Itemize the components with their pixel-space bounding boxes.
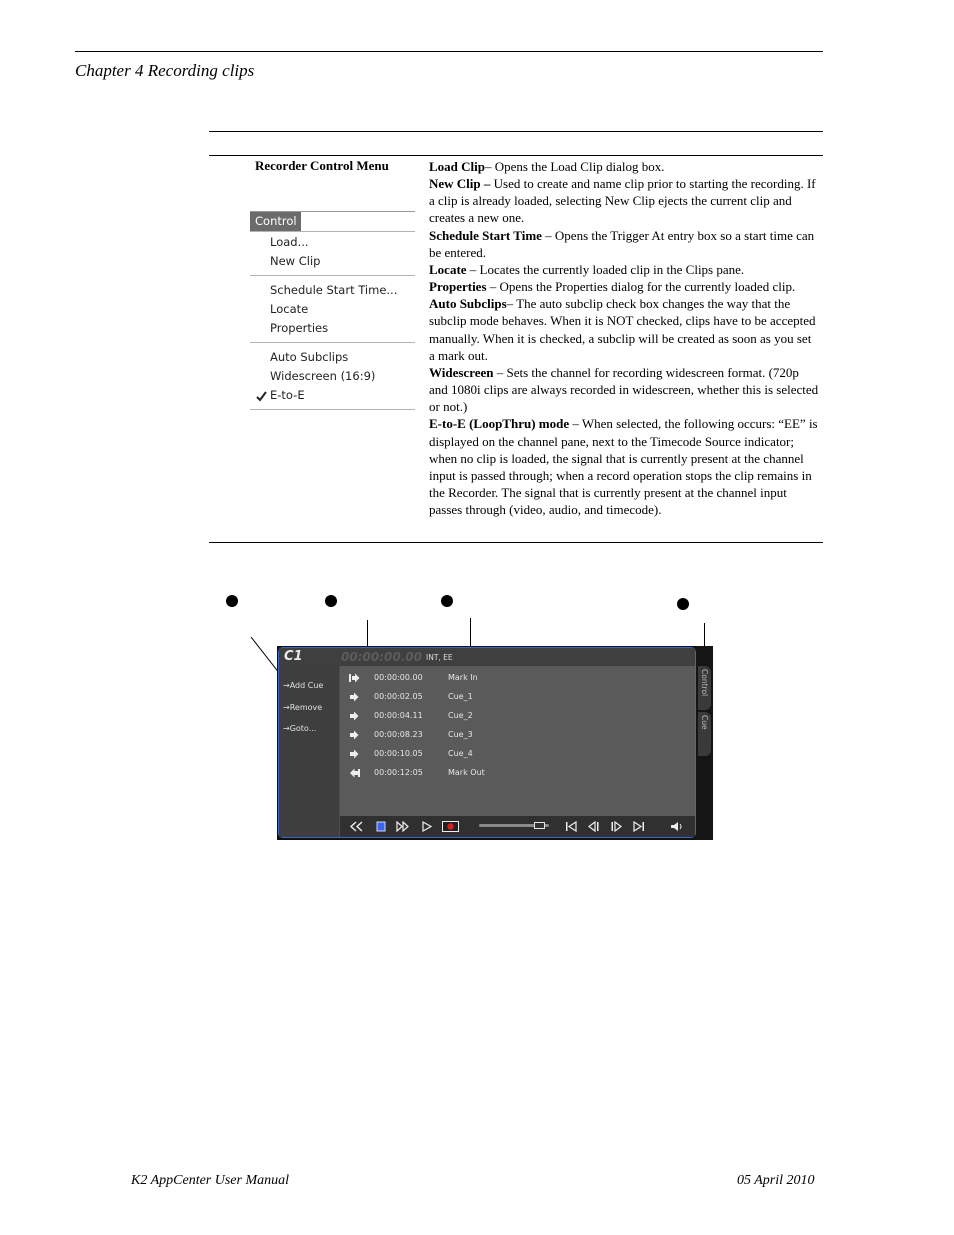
header-rule xyxy=(75,51,823,52)
menu-item-properties[interactable]: Properties xyxy=(270,321,329,335)
goto-cue-button[interactable]: →Goto... xyxy=(283,724,317,733)
fast-forward-icon[interactable] xyxy=(396,821,410,832)
cue-timecode: 00:00:10.05 xyxy=(374,749,423,758)
description-properties xyxy=(429,278,819,295)
stop-icon[interactable] xyxy=(374,821,388,832)
cue-row[interactable] xyxy=(340,670,695,689)
description-text: – Opens the Load Clip dialog box. xyxy=(485,159,665,174)
table-top-rule xyxy=(209,131,823,132)
cue-row[interactable] xyxy=(340,765,695,784)
cue-arrow-icon xyxy=(349,692,360,702)
description-term: Auto Subclips xyxy=(429,296,507,312)
description-term: Properties xyxy=(429,279,487,295)
cue-timecode: 00:00:02.05 xyxy=(374,692,423,701)
menu-separator xyxy=(250,409,415,410)
cue-sidebar xyxy=(279,666,339,837)
callout-dot xyxy=(226,595,238,607)
cue-row[interactable] xyxy=(340,746,695,765)
description-locate xyxy=(429,261,819,278)
menu-descriptions xyxy=(429,158,819,518)
timecode-source-indicator: INT, EE xyxy=(426,653,453,662)
description-e-to-e xyxy=(429,415,819,518)
description-term: E-to-E (LoopThru) mode xyxy=(429,416,570,432)
pane-tab-strip xyxy=(696,646,713,840)
control-menu xyxy=(250,211,415,411)
description-auto-subclips xyxy=(429,295,819,364)
description-term: Load Clip xyxy=(429,159,485,174)
pane-header xyxy=(279,648,695,666)
cue-name: Mark Out xyxy=(448,768,485,777)
cue-row[interactable] xyxy=(340,727,695,746)
callout-dot xyxy=(325,595,337,607)
recorder-control-menu-title: Recorder Control Menu xyxy=(255,158,389,173)
cue-row[interactable] xyxy=(340,708,695,727)
cue-arrow-icon xyxy=(349,730,360,740)
description-term: New Clip – xyxy=(429,176,491,192)
menu-item-load[interactable]: Load... xyxy=(270,235,309,249)
scrub-handle[interactable] xyxy=(534,822,545,829)
channel-pane-frame xyxy=(278,647,696,838)
go-to-start-icon[interactable] xyxy=(564,821,578,832)
description-widescreen xyxy=(429,364,819,415)
cue-name: Cue_2 xyxy=(448,711,473,720)
chapter-heading: Chapter 4 Recording clips xyxy=(75,61,255,80)
menu-item-new-clip[interactable]: New Clip xyxy=(270,254,321,268)
cue-arrow-icon xyxy=(349,749,360,759)
record-icon[interactable] xyxy=(442,821,459,832)
cue-timecode: 00:00:12:05 xyxy=(374,768,423,777)
menu-item-auto-subclips[interactable]: Auto Subclips xyxy=(270,350,349,364)
tab-control[interactable] xyxy=(698,666,711,710)
go-to-end-icon[interactable] xyxy=(632,821,646,832)
menu-item-schedule-start-time[interactable]: Schedule Start Time... xyxy=(270,283,398,297)
tab-control-label: Control xyxy=(700,669,709,697)
cue-timecode: 00:00:04.11 xyxy=(374,711,423,720)
cue-name: Cue_1 xyxy=(448,692,473,701)
play-icon[interactable] xyxy=(420,821,434,832)
step-forward-icon[interactable] xyxy=(610,821,624,832)
description-term: Widescreen xyxy=(429,364,494,380)
table-header-rule xyxy=(209,155,823,156)
cue-timecode: 00:00:08.23 xyxy=(374,730,423,739)
speaker-icon[interactable] xyxy=(670,821,684,832)
menu-item-e-to-e[interactable]: E-to-E xyxy=(270,388,305,402)
footer-manual-title: K2 AppCenter User Manual xyxy=(131,1173,290,1188)
description-text: – Opens the Trigger At entry box so a start time can be entered. xyxy=(429,227,815,260)
control-menu-tab[interactable]: Control xyxy=(250,212,301,231)
description-text: – When selected, the following occurs: “EE” is displayed on the channel pane, next to the Timecode Source indicator; when no clip is loaded, the signal that is currently present at the channel input is passed through; when a record operation stops the clip remains in the Recorder. The signal that is currently present at the channel input passes through (video, audio, and timecode). xyxy=(429,416,818,518)
menu-item-locate[interactable]: Locate xyxy=(270,302,309,316)
menu-separator xyxy=(250,342,415,343)
cue-name: Cue_3 xyxy=(448,730,473,739)
remove-cue-button[interactable]: →Remove xyxy=(283,703,323,712)
timecode-display: 00:00:00.00 xyxy=(341,650,422,664)
description-text: – The auto subclip check box changes the way that the subclip mode behaves. When it is NOT checked, clips have to be accepted manually. When it is checked, a subclip will be created as soon as you set a mark out. xyxy=(429,296,816,363)
callout-dot xyxy=(441,595,453,607)
cue-row[interactable] xyxy=(340,689,695,708)
step-back-icon[interactable] xyxy=(586,821,600,832)
mark-in-icon xyxy=(349,673,360,683)
footer-date: 05 April 2010 xyxy=(737,1173,815,1188)
cue-list xyxy=(340,666,695,816)
cue-name: Cue_4 xyxy=(448,749,473,758)
menu-separator xyxy=(250,275,415,276)
description-term: Schedule Start Time xyxy=(429,227,542,243)
description-text: – Opens the Properties dialog for the currently loaded clip. xyxy=(486,279,796,295)
channel-label: C1 xyxy=(284,649,303,664)
mark-out-icon xyxy=(349,768,360,778)
transport-controls xyxy=(340,816,695,837)
description-text: – Sets the channel for recording widescreen format. (720p and 1080i clips are always recorded in widescreen, whether this is selected or not.) xyxy=(429,364,819,415)
tab-cue[interactable] xyxy=(698,712,711,756)
menu-item-widescreen[interactable]: Widescreen (16:9) xyxy=(270,369,376,383)
description-text: – Locates the currently loaded clip in the Clips pane. xyxy=(466,261,745,277)
rewind-icon[interactable] xyxy=(349,821,363,832)
tab-cue-label: Cue xyxy=(700,715,709,730)
description-new-clip xyxy=(429,175,819,226)
description-schedule-start-time xyxy=(429,227,819,261)
callout-dot xyxy=(677,598,689,610)
cue-name: Mark In xyxy=(448,673,478,682)
add-cue-button[interactable]: →Add Cue xyxy=(283,681,324,690)
cue-timecode: 00:00:00.00 xyxy=(374,673,423,682)
table-bottom-rule xyxy=(209,542,823,543)
cue-arrow-icon xyxy=(349,711,360,721)
checkmark-icon xyxy=(256,389,267,403)
description-term: Locate xyxy=(429,261,467,277)
description-text: Used to create and name clip prior to starting the recording. If a clip is already loaded, selecting New Clip ejects the current clip and creates a new one. xyxy=(429,176,816,226)
description-load-clip xyxy=(429,158,819,175)
control-menu-header xyxy=(250,211,415,232)
recorder-pane xyxy=(277,646,713,840)
